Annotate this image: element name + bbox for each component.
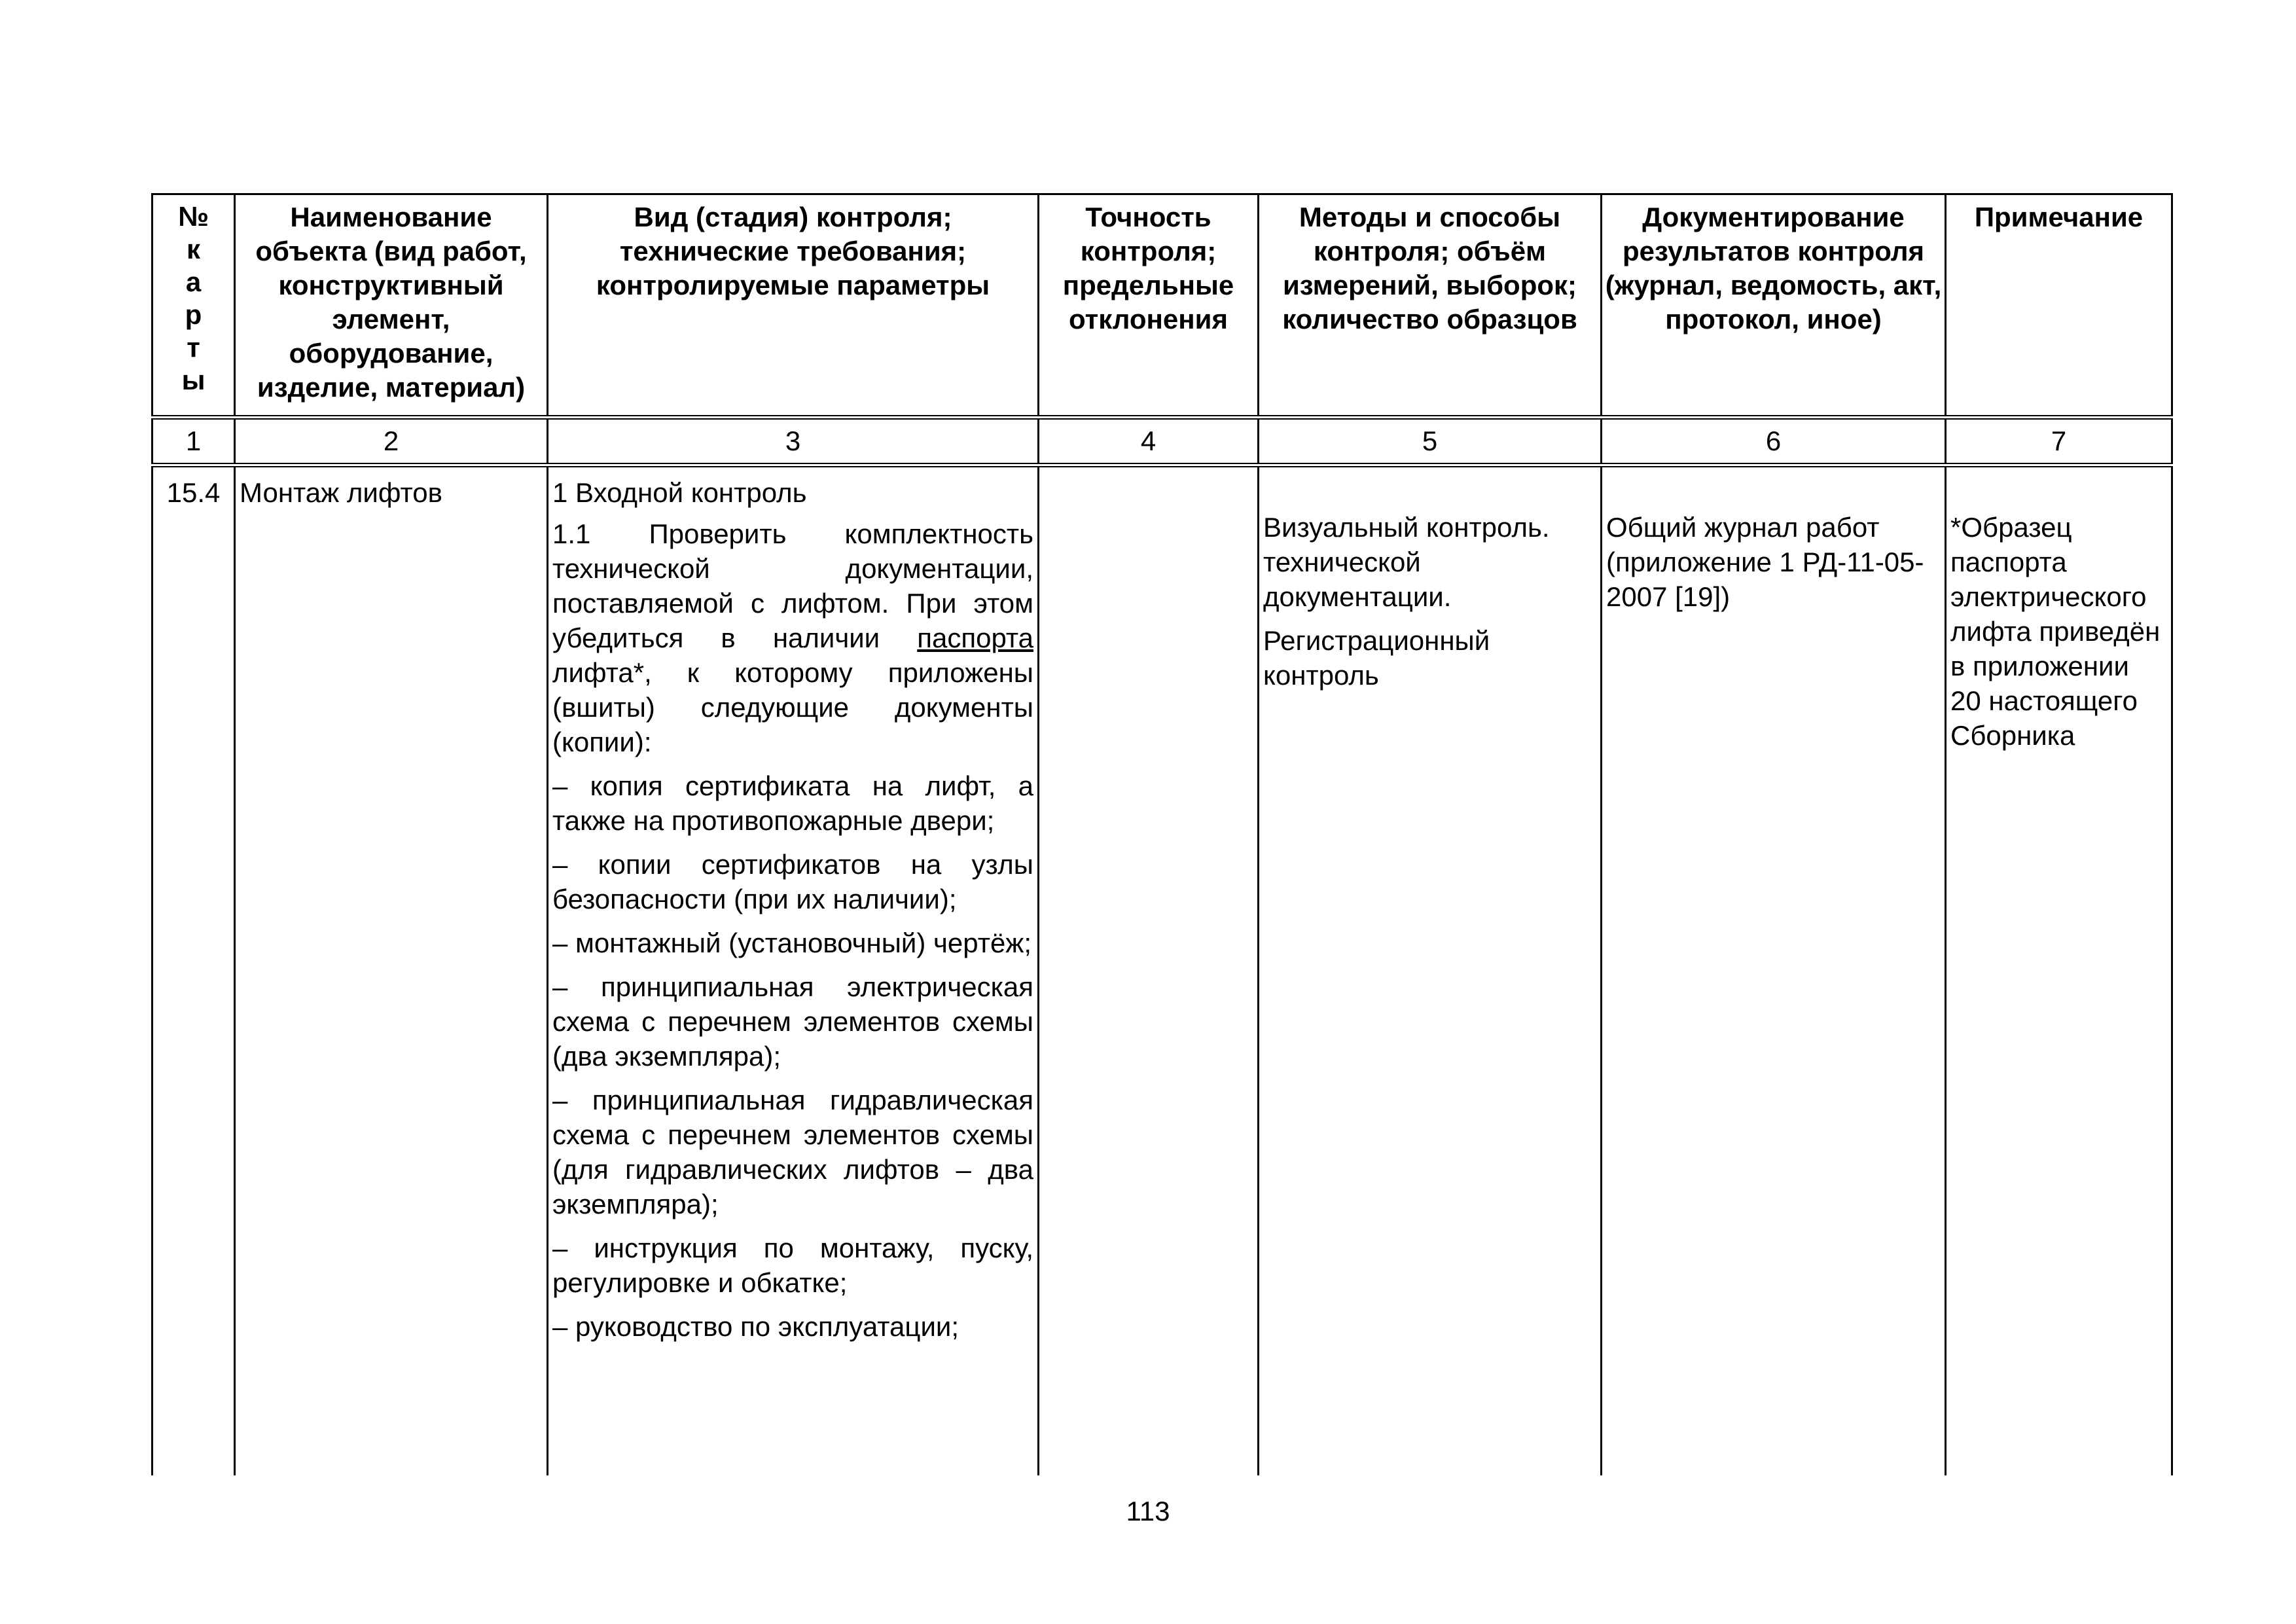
methods-registration: Регистрационный контроль xyxy=(1263,625,1490,691)
card-number: 15.4 xyxy=(166,477,221,508)
object-cell xyxy=(235,465,548,1476)
header-documentation: Документирование результатов контроля (журнал, ведомость, акт, протокол, иное) xyxy=(1602,194,1946,418)
column-number: 7 xyxy=(1946,418,2172,465)
passport-term: паспорта xyxy=(917,623,1033,653)
list-item: – инструкция по монтажу, пуску, регулировке и обкатке; xyxy=(552,1233,1033,1298)
list-item: – копия сертификата на лифт, а также на противопожарные двери; xyxy=(552,770,1033,836)
methods-visual: Визуальный контроль. технической документации. xyxy=(1263,512,1550,612)
column-number: 5 xyxy=(1259,418,1602,465)
column-number: 4 xyxy=(1039,418,1259,465)
column-number: 1 xyxy=(152,418,235,465)
object-name: Монтаж лифтов xyxy=(240,477,442,508)
header-note: Примечание xyxy=(1946,194,2172,418)
card-number-cell xyxy=(152,465,235,1476)
stage-title: 1 Входной контроль xyxy=(552,477,807,508)
header-object-name: Наименование объекта (вид работ, конструктивный элемент, оборудование, изделие, материал) xyxy=(235,194,548,418)
documentation-cell xyxy=(1602,465,1946,1476)
list-item: – копии сертификатов на узлы безопасности (при их наличии); xyxy=(552,849,1033,914)
requirements-cell xyxy=(548,465,1039,1476)
accuracy-value xyxy=(1039,467,1257,475)
list-item: – монтажный (установочный) чертёж; xyxy=(552,928,1032,958)
note-cell xyxy=(1946,465,2172,1476)
header-accuracy: Точность контроля; предельные отклонения xyxy=(1039,194,1259,418)
column-numbers-row xyxy=(152,418,2172,465)
list-item: – руководство по эксплуатации; xyxy=(552,1311,960,1342)
requirement-intro: 1.1 Проверить комплектность технической документации, поставляемой с лифтом. При этом убедиться в наличии паспорта лифта*, к которому приложены (вшиты) следующие документы (копии): xyxy=(552,518,1033,757)
header-row xyxy=(152,194,2172,418)
column-number: 2 xyxy=(235,418,548,465)
header-card-number: № к а р т ы xyxy=(152,194,235,418)
header-methods: Методы и способы контроля; объём измерений, выборок; количество образцов xyxy=(1259,194,1602,418)
methods-cell xyxy=(1259,465,1602,1476)
list-item: – принципиальная гидравлическая схема с перечнем элементов схемы (для гидравлических лифтов – два экземпляра); xyxy=(552,1085,1033,1219)
table-row xyxy=(152,465,2172,1476)
control-table xyxy=(151,193,2173,1475)
column-number: 6 xyxy=(1602,418,1946,465)
page-number: 113 xyxy=(1126,1496,1170,1526)
header-control-stage: Вид (стадия) контроля; технические требования; контролируемые параметры xyxy=(548,194,1039,418)
column-number: 3 xyxy=(548,418,1039,465)
accuracy-cell xyxy=(1039,465,1259,1476)
note-value: *Образец паспорта электрического лифта приведён в приложении 20 настоящего Сборника xyxy=(1950,512,2161,751)
documentation-value: Общий журнал работ (приложение 1 РД-11-05-2007 [19]) xyxy=(1606,512,1924,612)
list-item: – принципиальная электрическая схема с перечнем элементов схемы (два экземпляра); xyxy=(552,971,1033,1072)
